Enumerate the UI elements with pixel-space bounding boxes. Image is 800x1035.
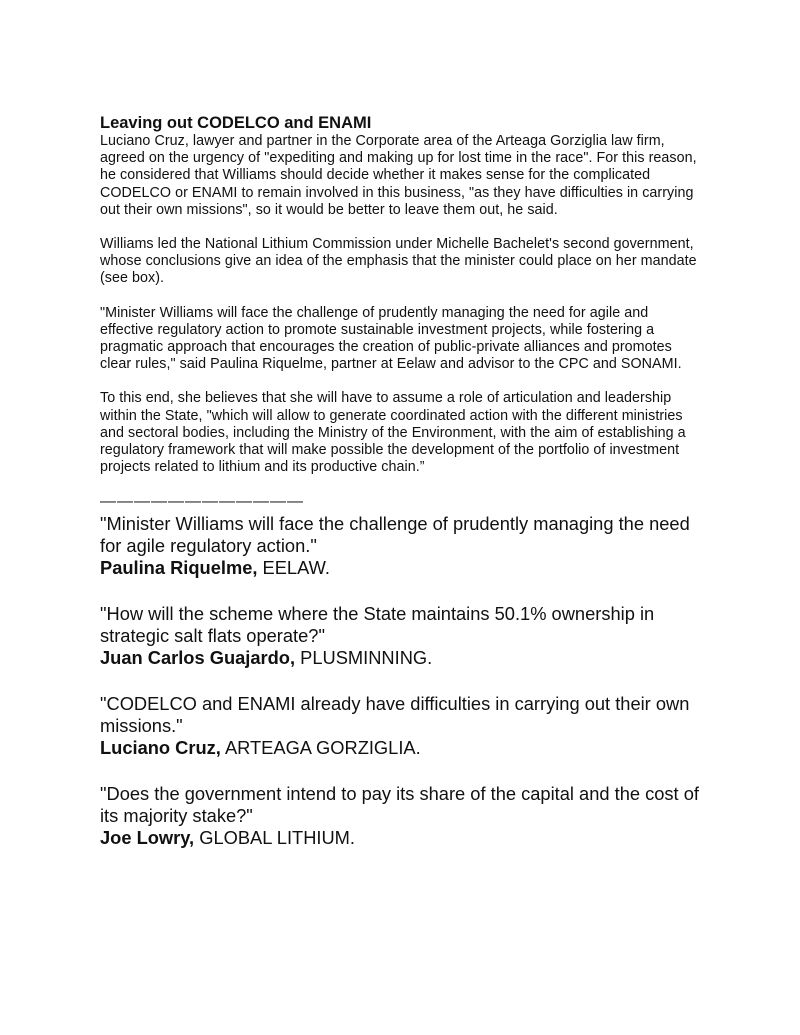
quote-author-name: Paulina Riquelme,	[100, 557, 258, 579]
quote-author-name: Joe Lowry,	[100, 827, 195, 849]
body-paragraph: Luciano Cruz, lawyer and partner in the Corporate area of the Arteaga Gorziglia law firm, agreed on the urgency of "expediting and making up for lost time in the race". For this reason, he considered that Williams should decide whether it makes sense for the complicated CODELCO or ENAMI to remain involved in this business, "as they have difficulties in carrying out their own missions", so it would be better to leave them out, he said.	[100, 133, 697, 218]
body-paragraph: Williams led the National Lithium Commission under Michelle Bachelet's second government, whose conclusions give an idea of the emphasis that the minister could place on her mandate (see box).	[100, 236, 697, 287]
section-title: Leaving out CODELCO and ENAMI	[100, 114, 372, 132]
quote-attribution	[100, 647, 700, 669]
quote-text: "Does the government intend to pay its share of the capital and the cost of its majority stake?"	[100, 783, 699, 827]
quote-text: "Minister Williams will face the challenge of prudently managing the need for agile regulatory action."	[100, 513, 690, 557]
quote-block	[100, 513, 700, 579]
quote-author-org: EELAW.	[257, 557, 330, 579]
section-divider: ————————————	[100, 493, 304, 511]
quote-block	[100, 603, 700, 669]
quote-text: "How will the scheme where the State maintains 50.1% ownership in strategic salt flats operate?"	[100, 603, 655, 647]
body-paragraph: To this end, she believes that she will have to assume a role of articulation and leadership within the State, "which will allow to generate coordinated action with the different ministries and sectoral bodies, including the Ministry of the Environment, with the aim of establishing a regulatory framework that will make possible the development of the portfolio of investment projects related to lithium and its productive chain.”	[100, 390, 686, 476]
quote-author-name: Luciano Cruz,	[100, 737, 221, 759]
quote-attribution	[100, 557, 700, 579]
quote-attribution	[100, 737, 700, 759]
quote-author-org: PLUSMINNING.	[295, 647, 433, 669]
quote-attribution	[100, 827, 700, 849]
quote-text: "CODELCO and ENAMI already have difficulties in carrying out their own missions."	[100, 693, 690, 737]
quote-author-org: ARTEAGA GORZIGLIA.	[220, 737, 421, 759]
document-page	[100, 114, 700, 873]
quote-block	[100, 783, 700, 849]
quote-block	[100, 693, 700, 759]
quote-author-name: Juan Carlos Guajardo,	[100, 647, 296, 669]
quote-author-org: GLOBAL LITHIUM.	[194, 827, 355, 849]
body-paragraph: "Minister Williams will face the challenge of prudently managing the need for agile and effective regulatory action to promote sustainable investment projects, while fostering a pragmatic approach that encourages the creation of public-private alliances and promotes clear rules," said Paulina Riquelme, partner at Eelaw and advisor to the CPC and SONAMI.	[100, 304, 682, 373]
